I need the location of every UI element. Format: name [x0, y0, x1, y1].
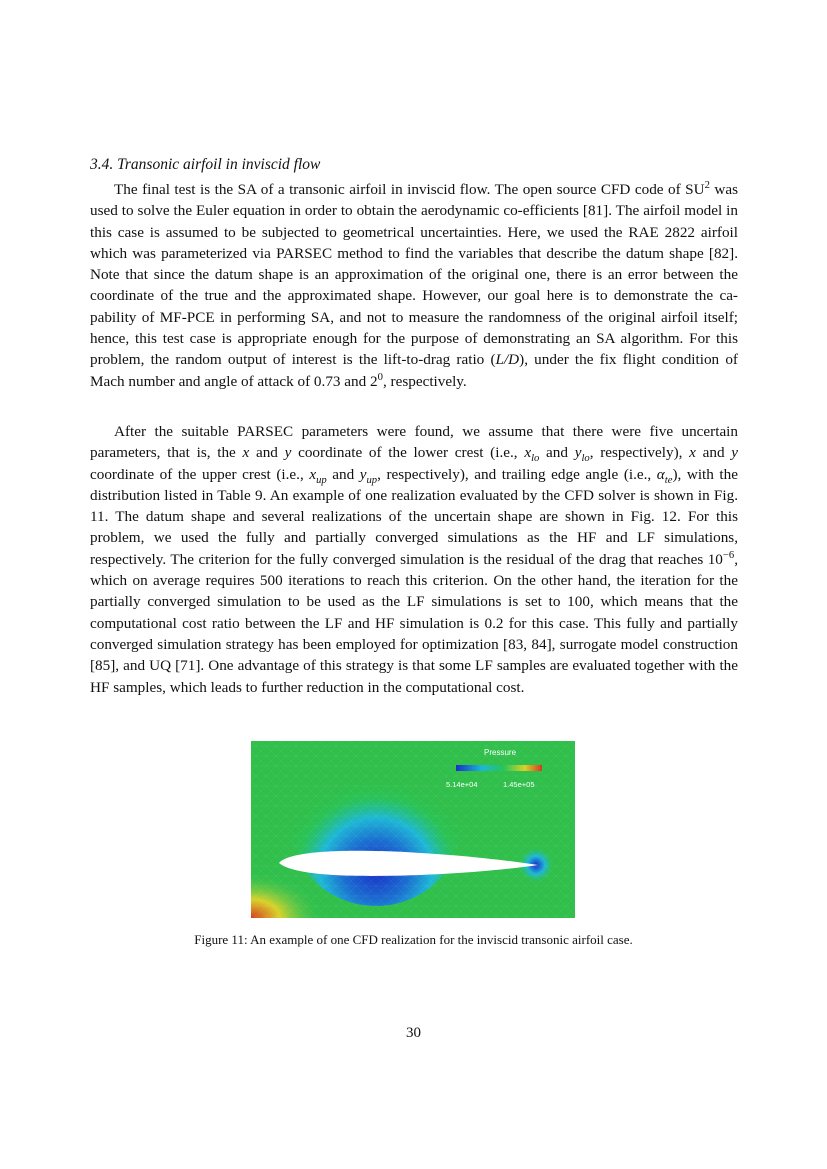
math-x: x — [242, 444, 250, 462]
paragraph-text: and — [539, 444, 575, 462]
math-ld: L/D — [495, 351, 520, 369]
paragraph-text: ), with the distribution listed in Table 9. An example of one realization evaluated by the CFD solver is shown in Fig. 11. The datum shape and several realizations of the uncertain shape are shown in Fig. 12. For this problem, we used the fully and partially converged simulations as the HF and LF simulations, respectively. The criterion for the fully converged simulation is the residual of the drag that reaches 10 — [90, 465, 738, 568]
pressure-field-image — [251, 741, 575, 918]
paragraph-text: was used to solve the Euler equation in order to obtain the aerodynamic co-efficients [81]. The airfoil model in this case is assumed to be subjected to geometrical uncertainties. Here, we used the RAE 2822 airfoil which was parameterized via PARSEC method to find the variables that describe the datum shape [82]. Note that since the datum shape is an approximation of the original one, there is an error between the coordinate of the true and the approximated shape. However, our goal here is to demonstrate the ca-pability of MF-PCE in performing SA, and not to measure the randomness of the original airfoil itself; hence, this test case is appropriate enough for the purpose of demonstrating an SA algorithm. For this problem, the random output of interest is the lift-to-drag ratio ( — [90, 181, 738, 369]
math-x-lo: x — [524, 444, 532, 462]
math-x-up: x — [309, 465, 317, 483]
cfd-pressure-figure — [251, 741, 575, 918]
math-y: y — [284, 444, 292, 462]
legend-title: Pressure — [484, 748, 517, 757]
legend-min: 5.14e+04 — [446, 780, 478, 789]
superscript: −6 — [722, 549, 735, 561]
figure-caption: Figure 11: An example of one CFD realization for the inviscid transonic airfoil case. — [194, 932, 633, 947]
paragraph-text: and — [326, 465, 360, 483]
math-y-up: y — [359, 465, 367, 483]
legend-colorbar — [456, 765, 542, 771]
paragraph-1 — [90, 179, 738, 392]
paragraph-text: , which on average requires 500 iterations to reach this criterion. On the other hand, the iteration for the partially converged simulation to be used as the LF simulations is set to 100, which means that the computational cost ratio between the LF and HF simulation is 0.2 for this case. This fully and partially converged simulation strategy has been employed for optimization [83, 84], surrogate model construction [85], and UQ [71]. One advantage of this strategy is that some LF samples are evaluated together with the HF samples, which leads to further reduction in the computational cost. — [90, 550, 738, 696]
paragraph-text: The final test is the SA of a transonic airfoil in inviscid flow. The open source CFD code of SU — [114, 181, 705, 198]
subscript: lo — [581, 453, 590, 465]
legend-max: 1.45e+05 — [503, 780, 535, 789]
paragraph-text: coordinate of the upper crest (i.e., — [90, 465, 310, 483]
subscript: lo — [531, 453, 540, 465]
paragraph-text: , respectively), — [589, 444, 690, 462]
paragraph-text: , respectively. — [382, 372, 467, 390]
subscript: up — [316, 474, 327, 486]
paragraph-text: coordinate of the lower crest (i.e., — [291, 444, 525, 462]
subscript: te — [664, 474, 673, 486]
page-number: 30 — [406, 1025, 421, 1041]
section-heading: 3.4. Transonic airfoil in inviscid flow — [90, 156, 321, 173]
math-y: y — [731, 444, 739, 462]
paragraph-text: ), under the fix flight condition of Mach number and angle of attack of 0.73 and 2 — [90, 351, 738, 390]
math-y-lo: y — [574, 444, 582, 462]
paragraph-text: and — [249, 444, 285, 462]
paragraph-text: After the suitable PARSEC parameters were found, we assume that there were five uncertain parameters, that is, the — [90, 423, 738, 462]
paragraph-text: , respectively), and trailing edge angle (i.e., — [377, 465, 657, 483]
paragraph-2 — [90, 421, 738, 698]
math-alpha-te: α — [656, 465, 665, 483]
superscript: 0 — [377, 371, 383, 383]
superscript: 2 — [704, 179, 710, 191]
subscript: up — [366, 474, 378, 486]
paragraph-text: and — [695, 444, 732, 462]
math-x: x — [689, 444, 696, 462]
